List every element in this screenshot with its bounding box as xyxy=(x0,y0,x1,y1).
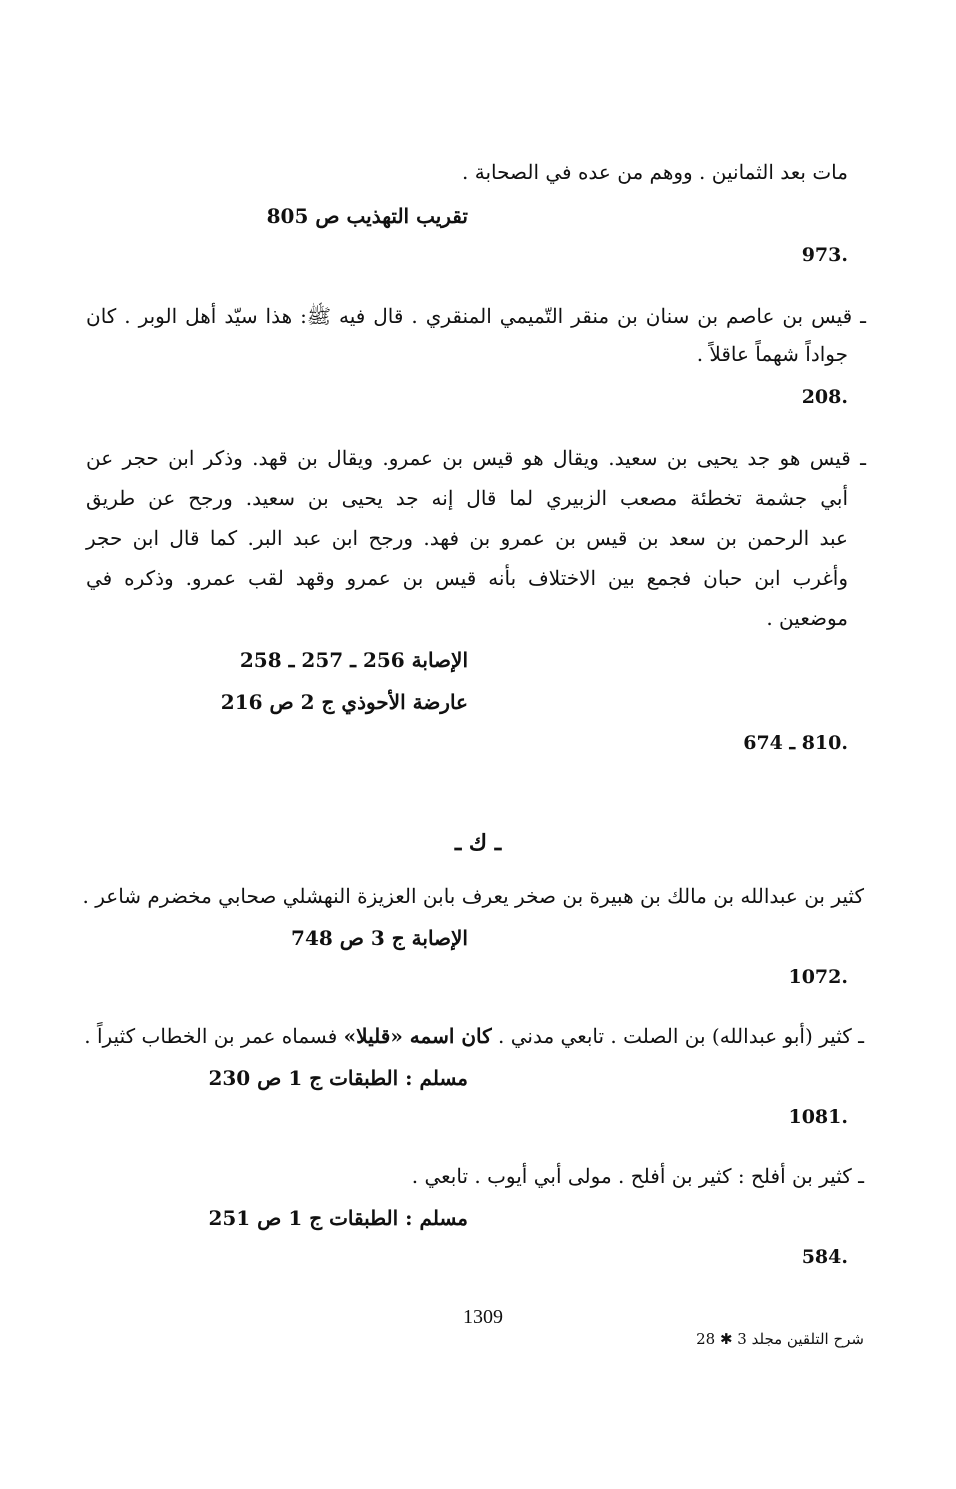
entry-1-number: .973 xyxy=(801,244,848,266)
entry-6-text: ـ كثير بن أفلح : كثير بن أفلح . مولى أبي أيوب . تابعي . xyxy=(411,1164,864,1188)
entry-2-line-2: جواداً شهماً عاقلاً . xyxy=(696,342,848,366)
entry-6-number: .584 xyxy=(801,1246,848,1268)
entry-5-reference: مسلم : الطبقات ج 1 ص 230 xyxy=(208,1066,468,1090)
entry-4-reference: الإصابة ج 3 ص 748 xyxy=(291,926,468,950)
entry-3-line-1: ـ قيس هو جد يحيى بن سعيد. ويقال هو قيس بن عمرو. ويقال بن قهد. وذكر ابن حجر عن xyxy=(86,446,866,470)
entry-5-text-part-1: ـ كثير (أبو عبدالله) بن الصلت . تابعي مدني . xyxy=(491,1024,864,1048)
entry-2-number: .208 xyxy=(801,386,848,408)
entry-3-number: .810 ـ 674 xyxy=(743,732,848,754)
entry-4-text: كثير بن عبدالله بن مالك بن هبيرة بن صخر يعرف بابن العزيزة النهشلي صحابي مخضرم شاعر . xyxy=(82,884,864,908)
section-heading: ـ ك ـ xyxy=(454,830,502,856)
entry-6-reference: مسلم : الطبقات ج 1 ص 251 xyxy=(208,1206,468,1230)
entry-5-text xyxy=(84,1024,864,1048)
entry-4-number: .1072 xyxy=(788,966,848,988)
page-number: 1309 xyxy=(463,1306,503,1328)
entry-3-line-3: عبد الرحمن بن سعد بن قيس بن عمرو بن فهد. ورجح ابن عبد البر. كما قال ابن حجر xyxy=(86,526,848,550)
entry-5-text-part-3: فسماه عمر بن الخطاب كثيراً . xyxy=(84,1024,344,1048)
entry-3-line-2: أبي جشمة تخطئة مصعب الزبيري لما قال إنه جد يحيى بن سعيد. ورجح عن طريق xyxy=(86,486,848,510)
entry-1-reference: تقريب التهذيب ص 805 xyxy=(266,204,468,228)
entry-5-text-bold: كان اسمه «قليلا» xyxy=(343,1024,492,1048)
footer-signature: شرح التلقين مجلد 3 ✱ 28 xyxy=(696,1330,864,1348)
entry-3-line-5: موضعين . xyxy=(766,606,848,630)
entry-3-reference-2: عارضة الأحوذي ج 2 ص 216 xyxy=(220,690,468,714)
entry-5-number: .1081 xyxy=(788,1106,848,1128)
entry-3-line-4: وأغرب ابن حبان فجمع بين الاختلاف بأنه قيس بن عمرو وقهد لقب عمرو. وذكره في xyxy=(86,566,848,590)
entry-2-line-1: ـ قيس بن عاصم بن سنان بن منقر التّميمي المنقري . قال فيه ﷺ: هذا سيّد أهل الوبر . كان xyxy=(86,304,866,328)
entry-1-text: مات بعد الثمانين . ووهم من عده في الصحابة . xyxy=(462,160,848,184)
entry-3-reference-1: الإصابة 256 ـ 257 ـ 258 xyxy=(239,648,468,672)
